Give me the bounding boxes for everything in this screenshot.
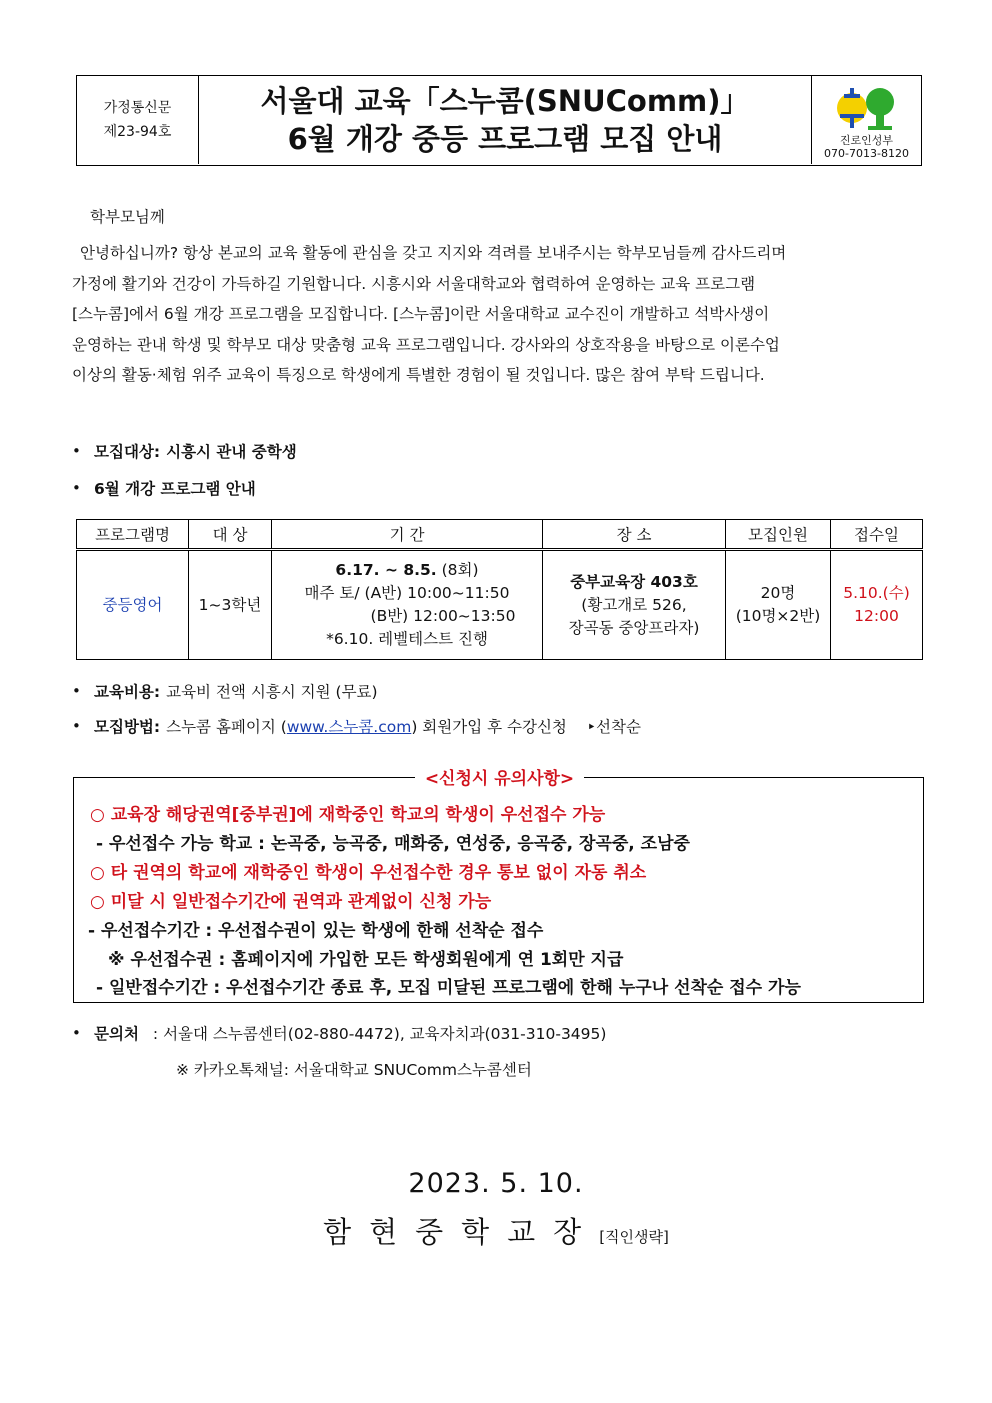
col-header: 프로그램명 [77, 520, 189, 550]
bullet-icon: • [72, 682, 81, 700]
homepage-link[interactable]: www.스누콤.com [286, 718, 412, 736]
col-header: 기 간 [272, 520, 543, 550]
title-line-1: 서울대 교육「스누콤(SNUComm)」 [260, 84, 750, 118]
department-phone: 070-7013-8120 [824, 147, 909, 160]
issue-date: 2023. 5. 10. [408, 1168, 584, 1199]
body-line: 안녕하십니까? 항상 본교의 교육 활동에 관심을 갖고 지지와 격려를 보내주시는 학부모님들께 감사드리며 [80, 244, 787, 262]
title-line-2: 6월 개강 중등 프로그램 모집 안내 [287, 122, 723, 156]
period-count: (8회) [441, 561, 479, 579]
bullet-icon: • [72, 442, 81, 460]
doc-info-cell [77, 76, 199, 164]
greeting: 학부모님께 [90, 208, 165, 226]
doc-title [199, 76, 811, 164]
program-name: 중등영어 [77, 550, 189, 660]
school-logo-cell [811, 76, 921, 164]
method-note: ‣선착순 [586, 718, 641, 736]
notice-line: ※ 우선접수권 : 홈페이지에 가입한 모든 학생회원에게 연 1회만 지급 [108, 950, 624, 970]
bullet-icon: • [72, 479, 81, 497]
notice-line: - 우선접수기간 : 우선접수권이 있는 학생에 한해 선착순 접수 [88, 921, 544, 941]
notice-line: ○ 타 권역의 학교에 재학중인 학생이 우선접수한 경우 통보 없이 자동 취소 [90, 863, 647, 883]
program-target: 1~3학년 [189, 550, 272, 660]
bullet-program [72, 477, 262, 499]
table-header-row [77, 520, 923, 550]
doc-number: 제23-94호 [103, 124, 172, 140]
notice-title [74, 764, 925, 789]
signer-name: 함현중학교장 [323, 1215, 600, 1249]
reg-date: 5.10.(수) [843, 584, 910, 602]
bullet-contact [72, 1022, 606, 1044]
body-line: [스누콤]에서 6월 개강 프로그램을 모집합니다. [스누콤]이란 서울대학교 교수진이 개발하고 석박사생이 [72, 305, 770, 323]
col-header: 대 상 [189, 520, 272, 550]
signer [0, 1210, 992, 1251]
department-name: 진로인성부 [839, 134, 894, 147]
program-period [272, 550, 543, 660]
notice-line: ○ 교육장 해당권역[중부권]에 재학중인 학교의 학생이 우선접수 가능 [90, 805, 606, 825]
kakao-channel: ※ 카카오톡채널: 서울대학교 SNUComm스누콤센터 [176, 1061, 532, 1079]
cost-value: 교육비 전액 시흥시 지원 (무료) [166, 683, 378, 701]
period-main: 6.17. ~ 8.5. [335, 561, 437, 579]
bullet-icon: • [72, 717, 81, 735]
col-header: 장 소 [543, 520, 726, 550]
notice-line: - 우선접수 가능 학교 : 논곡중, 능곡중, 매화중, 연성중, 응곡중, 장곡중, 조남중 [96, 834, 690, 854]
school-logo-icon [832, 82, 902, 134]
program-capacity [726, 550, 831, 660]
program-table [76, 519, 923, 660]
period-note: *6.10. 레벨테스트 진행 [326, 630, 488, 648]
notice-line: - 일반접수기간 : 우선접수기간 종료 후, 모집 미달된 프로그램에 한해 누구나 선착순 접수 가능 [96, 978, 801, 998]
seal-note: [직인생략] [599, 1228, 669, 1246]
place-addr-1: (황고개로 526, [581, 595, 687, 614]
contact-label: 문의처 [94, 1025, 139, 1043]
method-post: ) 회원가입 후 수강신청 [411, 718, 567, 736]
body-line: 운영하는 관내 학생 및 학부모 대상 맞춤형 교육 프로그램입니다. 강사와의 상호작용을 바탕으로 이론수업 [72, 335, 780, 354]
target-label: 모집대상: [94, 443, 161, 461]
program-label: 6월 개강 프로그램 안내 [94, 480, 256, 498]
doc-type: 가정통신문 [103, 100, 172, 116]
program-reg-date [831, 550, 923, 660]
place-main: 중부교육장 403호 [570, 572, 698, 591]
document-header [76, 75, 922, 166]
body-paragraph [72, 238, 920, 391]
reg-time: 12:00 [854, 607, 899, 625]
body-line: 이상의 활동·체험 위주 교육이 특징으로 학생에게 특별한 경험이 될 것입니다. 많은 참여 부탁 드립니다. [72, 366, 765, 384]
bullet-method [72, 715, 641, 737]
notice-title-text: <신청시 유의사항> [415, 769, 584, 789]
table-row [77, 550, 923, 660]
cost-label: 교육비용: [94, 683, 161, 701]
notice-box [73, 769, 924, 1003]
method-pre: 스누콤 홈페이지 ( [166, 718, 287, 736]
bullet-icon: • [72, 1024, 81, 1042]
body-line: 가정에 활기와 건강이 가득하길 기원합니다. 시흥시와 서울대학교와 협력하여 운영하는 교육 프로그램 [72, 274, 756, 293]
place-addr-2: 장곡동 중앙프라자) [568, 618, 700, 637]
method-label: 모집방법: [94, 718, 161, 736]
period-a: 매주 토/ (A반) 10:00~11:50 [304, 584, 510, 602]
capacity-detail: (10명×2반) [735, 607, 821, 625]
bullet-target [72, 440, 297, 462]
col-header: 접수일 [831, 520, 923, 550]
program-place [543, 550, 726, 660]
period-b: (B반) 12:00~13:50 [370, 607, 516, 625]
contact-value: : 서울대 스누콤센터(02-880-4472), 교육자치과(031-310-3495) [152, 1025, 607, 1043]
notice-line: ○ 미달 시 일반접수기간에 권역과 관계없이 신청 가능 [90, 892, 492, 912]
capacity: 20명 [760, 584, 796, 602]
bullet-cost [72, 680, 378, 702]
col-header: 모집인원 [726, 520, 831, 550]
target-value: 시흥시 관내 중학생 [166, 443, 297, 461]
